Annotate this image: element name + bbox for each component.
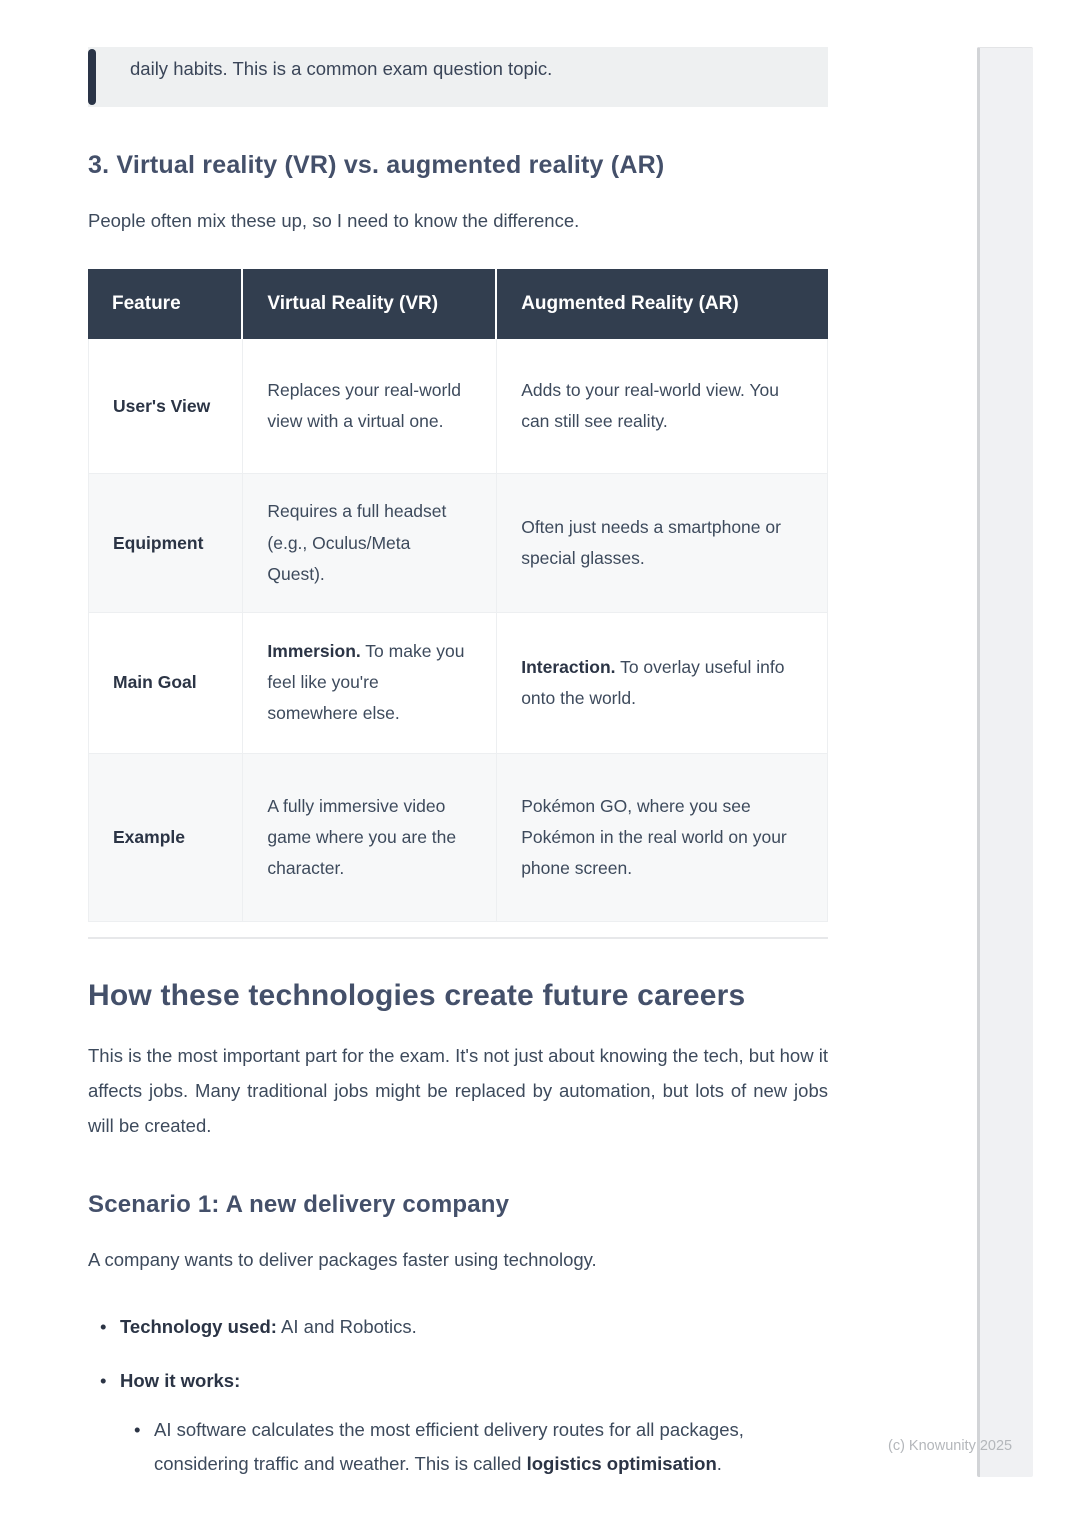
table-row [88,613,828,754]
vr-ar-comparison-table [88,269,828,921]
cell-text: To overlay useful info onto the world. [521,656,785,708]
cell-text: Requires a full headset (e.g., Oculus/Meta Quest). [267,501,447,584]
cell-text: Replaces your real-world view with a virtual one. [267,380,461,432]
row-vr-cell [243,754,497,922]
column-header-ar: Augmented Reality (AR) [497,269,828,339]
column-header-vr: Virtual Reality (VR) [243,269,497,339]
careers-heading: How these technologies create future careers [88,978,746,1012]
blockquote-border-bar [88,49,96,105]
watermark: (c) Knowunity 2025 [888,1438,1013,1454]
row-ar-cell [497,474,828,612]
row-feature-label: User's View [88,339,243,474]
row-ar-cell [497,613,828,754]
document-page [88,0,828,1481]
table-row [88,754,828,922]
column-header-feature: Feature [88,269,243,339]
section-divider [88,937,828,939]
table-header-row [88,269,828,339]
row-ar-cell [497,339,828,474]
row-ar-cell [497,754,828,922]
sub-bullet-bold-text: logistics optimisation [526,1453,717,1474]
row-vr-cell [243,474,497,612]
scenario1-heading: Scenario 1: A new delivery company [88,1191,510,1219]
bullet-text: AI and Robotics. [276,1315,417,1337]
list-item [88,1365,828,1481]
sub-bullet-text: AI software calculates the most efficient delivery routes for all packages, considering traffic and weather. This is called [154,1419,744,1474]
cell-text: A fully immersive video game where you are the character. [267,795,457,878]
table-row [88,474,828,612]
cell-bold-text: Immersion. [267,641,361,662]
row-vr-cell [243,613,497,754]
cell-bold-text: Interaction. [521,656,616,677]
careers-body: This is the most important part for the exam. It's not just about knowing the tech, but how it affects jobs. Many traditional jobs might be replaced by automation, but lots of new jobs will be created. [88,1044,828,1137]
row-feature-label: Equipment [88,474,243,612]
cell-text: Pokémon GO, where you see Pokémon in the real world on your phone screen. [521,795,787,878]
scenario1-intro: A company wants to deliver packages faster using technology. [88,1249,597,1271]
section-intro-vr-ar: People often mix these up, so I need to know the difference. [88,210,580,231]
cell-text: Adds to your real-world view. You can still see reality. [521,380,779,432]
blockquote-text: daily habits. This is a common exam question topic. [130,58,553,79]
bullet-bold-text: How it works: [120,1369,241,1391]
bullet-bold-text: Technology used: [120,1315,277,1337]
scenario1-bullet-list [88,1311,828,1481]
list-item [120,1413,792,1480]
row-feature-label: Main Goal [88,613,243,754]
cell-text: To make you feel like you're somewhere else. [267,641,465,724]
sub-bullet-text-after: . [716,1453,722,1474]
section-heading-vr-ar: 3. Virtual reality (VR) vs. augmented reality (AR) [88,151,665,179]
scenario1-sub-bullet-list [120,1413,828,1480]
row-feature-label: Example [88,754,243,922]
row-vr-cell [243,339,497,474]
cell-text: Often just needs a smartphone or special glasses. [521,516,781,569]
blockquote [88,47,828,107]
list-item [88,1311,828,1343]
next-page-edge [977,47,1033,1477]
table-row [88,339,828,474]
